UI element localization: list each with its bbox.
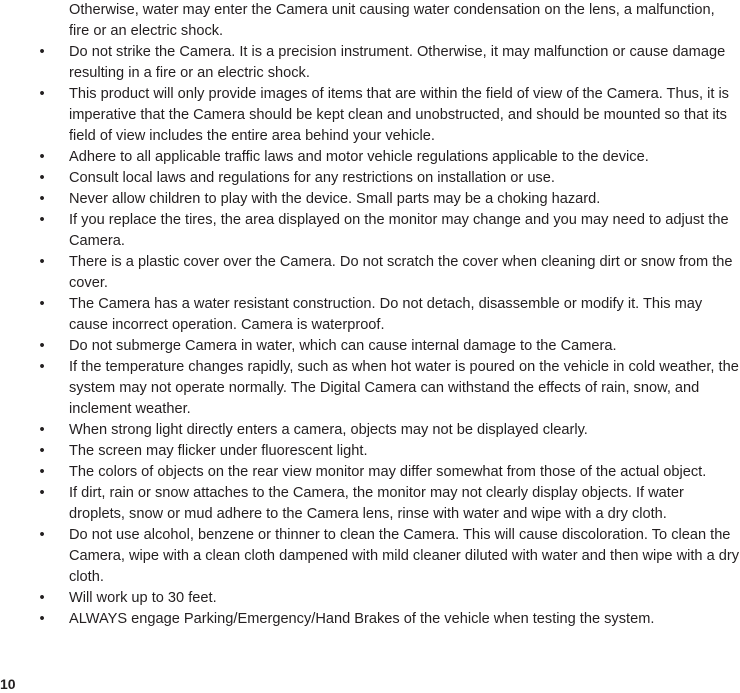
list-item	[0, 42, 740, 84]
list-item	[0, 84, 740, 147]
list-item-text: ALWAYS engage Parking/Emergency/Hand Brakes of the vehicle when testing the system.	[69, 611, 655, 627]
bullet-icon: •	[39, 338, 45, 354]
list-item	[0, 336, 740, 357]
bullet-icon: •	[39, 422, 45, 438]
list-item	[0, 462, 740, 483]
continuation-paragraph: Otherwise, water may enter the Camera unit causing water condensation on the lens, a malfunction, fire or an electric shock.	[69, 2, 715, 39]
list-item-text: Never allow children to play with the device. Small parts may be a choking hazard.	[69, 191, 601, 207]
list-item	[0, 252, 740, 294]
list-item-text: If dirt, rain or snow attaches to the Camera, the monitor may not clearly display objects. If water droplets, snow or mud adhere to the Camera lens, rinse with water and wipe with a dry cloth.	[69, 485, 684, 522]
safety-bullet-list	[0, 42, 740, 630]
list-item-text: The Camera has a water resistant construction. Do not detach, disassemble or modify it. This may cause incorrect operation. Camera is waterproof.	[69, 296, 703, 333]
list-item	[0, 609, 740, 630]
list-item-text: Adhere to all applicable traffic laws and motor vehicle regulations applicable to the device.	[69, 149, 649, 165]
list-item	[0, 189, 740, 210]
bullet-icon: •	[39, 611, 45, 627]
bullet-icon: •	[39, 296, 45, 312]
list-item	[0, 294, 740, 336]
list-item	[0, 483, 740, 525]
list-item-text: The colors of objects on the rear view monitor may differ somewhat from those of the actual object.	[69, 464, 707, 480]
list-item-text: Do not use alcohol, benzene or thinner to clean the Camera. This will cause discoloration. To clean the Camera, wipe with a clean cloth dampened with mild cleaner diluted with water and then wipe with a dry cloth.	[69, 527, 740, 585]
bullet-icon: •	[39, 44, 45, 60]
list-item	[0, 168, 740, 189]
list-item	[0, 588, 740, 609]
list-item-text: This product will only provide images of items that are within the field of view of the Camera. Thus, it is imperative that the Camera should be kept clean and unobstructed, and should be mounted so that its field of view includes the entire area behind your vehicle.	[69, 86, 729, 144]
list-item	[0, 525, 740, 588]
list-item	[0, 441, 740, 462]
bullet-icon: •	[39, 191, 45, 207]
bullet-icon: •	[39, 212, 45, 228]
bullet-icon: •	[39, 86, 45, 102]
list-item	[0, 210, 740, 252]
list-item	[0, 147, 740, 168]
list-item	[0, 357, 740, 420]
list-item-text: If the temperature changes rapidly, such as when hot water is poured on the vehicle in cold weather, the system may not operate normally. The Digital Camera can withstand the effects of rain, snow, and inclement weather.	[69, 359, 739, 417]
bullet-icon: •	[39, 590, 45, 606]
bullet-icon: •	[39, 443, 45, 459]
bullet-icon: •	[39, 254, 45, 270]
bullet-icon: •	[39, 359, 45, 375]
list-item-text: The screen may flicker under fluorescent light.	[69, 443, 368, 459]
bullet-icon: •	[39, 464, 45, 480]
list-item-text: Do not strike the Camera. It is a precision instrument. Otherwise, it may malfunction or cause damage resulting in a fire or an electric shock.	[69, 44, 726, 81]
page-number: 10	[0, 676, 16, 692]
list-item-text: Do not submerge Camera in water, which can cause internal damage to the Camera.	[69, 338, 617, 354]
list-item-text: When strong light directly enters a camera, objects may not be displayed clearly.	[69, 422, 588, 438]
bullet-icon: •	[39, 149, 45, 165]
list-item	[0, 420, 740, 441]
list-item-text: If you replace the tires, the area displayed on the monitor may change and you may need to adjust the Camera.	[69, 212, 729, 249]
bullet-icon: •	[39, 170, 45, 186]
list-item-text: There is a plastic cover over the Camera. Do not scratch the cover when cleaning dirt or snow from the cover.	[69, 254, 733, 291]
bullet-icon: •	[39, 485, 45, 501]
list-item-text: Consult local laws and regulations for any restrictions on installation or use.	[69, 170, 555, 186]
list-item-text: Will work up to 30 feet.	[69, 590, 217, 606]
bullet-icon: •	[39, 527, 45, 543]
